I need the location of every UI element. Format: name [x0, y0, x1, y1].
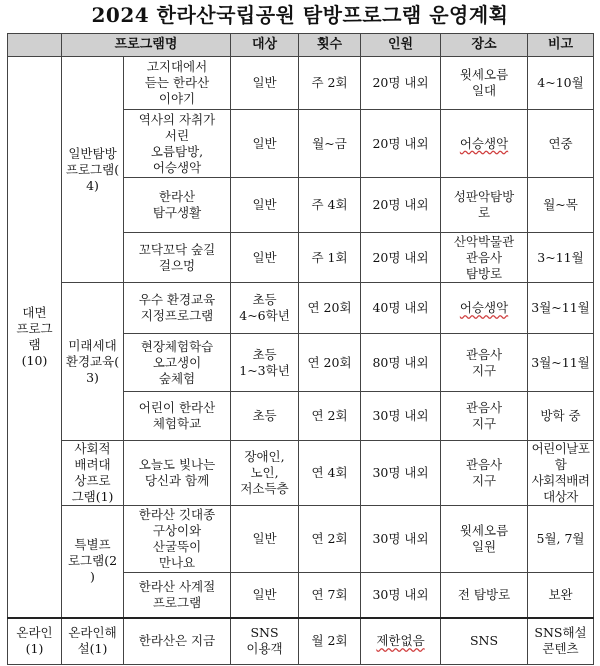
count-cell: 연 7회 — [299, 573, 361, 618]
target-cell: 초등 4~6학년 — [231, 283, 299, 334]
people-cell: 20명 내외 — [361, 110, 441, 178]
target-cell: 일반 — [231, 573, 299, 618]
program-name: 우수 환경교육 지정프로그램 — [124, 283, 231, 334]
program-name: 고지대에서 듣는 한라산 이야기 — [124, 57, 231, 110]
program-name: 한라산은 지금 — [124, 618, 231, 665]
target-cell: 일반 — [231, 233, 299, 283]
place-cell: 성판악탐방 로 — [441, 178, 528, 233]
people-cell: 30명 내외 — [361, 392, 441, 441]
count-cell: 주 4회 — [299, 178, 361, 233]
count-cell: 주 2회 — [299, 57, 361, 110]
count-cell: 연 20회 — [299, 283, 361, 334]
people-cell: 80명 내외 — [361, 334, 441, 392]
group-online: 온라인 (1) — [8, 618, 62, 665]
program-name: 꼬닥꼬닥 숲길 걸으멍 — [124, 233, 231, 283]
count-cell: 주 1회 — [299, 233, 361, 283]
table-row — [8, 618, 594, 665]
note-cell: 월~목 — [528, 178, 594, 233]
table-row — [8, 506, 594, 573]
program-name: 역사의 자취가 서린 오름탐방, 어승생악 — [124, 110, 231, 178]
note-cell: 4~10월 — [528, 57, 594, 110]
header-note: 비고 — [528, 34, 594, 57]
people-cell: 20명 내외 — [361, 178, 441, 233]
program-name: 오늘도 빛나는 당신과 함께 — [124, 441, 231, 506]
header-target: 대상 — [231, 34, 299, 57]
group-general-tour: 일반탐방 프로그램( 4) — [62, 57, 124, 283]
people-cell: 제한없음 — [361, 618, 441, 665]
target-cell: 일반 — [231, 178, 299, 233]
program-name: 한라산 사계절 프로그램 — [124, 573, 231, 618]
note-cell: 5월, 7월 — [528, 506, 594, 573]
people-cell: 20명 내외 — [361, 57, 441, 110]
table-row — [8, 57, 594, 110]
people-cell: 30명 내외 — [361, 506, 441, 573]
program-plan-table — [7, 33, 594, 665]
target-cell: 장애인, 노인, 저소득층 — [231, 441, 299, 506]
program-name: 한라산 깃대종 구상이와 산굴뚝이 만나요 — [124, 506, 231, 573]
count-cell: 월 2회 — [299, 618, 361, 665]
note-cell: 3월~11월 — [528, 283, 594, 334]
place-cell: 관음사 지구 — [441, 392, 528, 441]
group-social-care: 사회적 배려대 상프로 그램(1) — [62, 441, 124, 506]
place-cell: 윗세오름 일대 — [441, 57, 528, 110]
program-name: 어린이 한라산 체험학교 — [124, 392, 231, 441]
place-cell: 산악박물관 관음사 탐방로 — [441, 233, 528, 283]
header-blank — [8, 34, 62, 57]
people-cell: 30명 내외 — [361, 573, 441, 618]
table-row — [8, 441, 594, 506]
people-cell: 20명 내외 — [361, 233, 441, 283]
place-cell: 전 탐방로 — [441, 573, 528, 618]
table-row — [8, 283, 594, 334]
header-place: 장소 — [441, 34, 528, 57]
count-cell: 연 4회 — [299, 441, 361, 506]
note-cell: 3월~11월 — [528, 334, 594, 392]
header-people: 인원 — [361, 34, 441, 57]
target-cell: 초등 1~3학년 — [231, 334, 299, 392]
target-cell: 일반 — [231, 110, 299, 178]
people-cell: 30명 내외 — [361, 441, 441, 506]
note-cell: 방학 중 — [528, 392, 594, 441]
note-cell: 보완 — [528, 573, 594, 618]
note-cell: 연중 — [528, 110, 594, 178]
group-online-commentary: 온라인해 설(1) — [62, 618, 124, 665]
header-count: 횟수 — [299, 34, 361, 57]
place-cell: 어승생악 — [441, 283, 528, 334]
target-cell: 일반 — [231, 506, 299, 573]
place-cell: SNS — [441, 618, 528, 665]
page-title: 2024 한라산국립공원 탐방프로그램 운영계획 — [91, 3, 509, 27]
header-row — [8, 34, 594, 57]
target-cell: 초등 — [231, 392, 299, 441]
place-cell: 관음사 지구 — [441, 441, 528, 506]
count-cell: 연 20회 — [299, 334, 361, 392]
group-special: 특별프 로그램(2 ) — [62, 506, 124, 618]
note-cell: 어린이날포함 사회적배려 대상자 — [528, 441, 594, 506]
place-cell: 어승생악 — [441, 110, 528, 178]
target-cell: 일반 — [231, 57, 299, 110]
people-cell: 40명 내외 — [361, 283, 441, 334]
program-name: 한라산 탐구생활 — [124, 178, 231, 233]
count-cell: 월~금 — [299, 110, 361, 178]
note-cell: 3~11월 — [528, 233, 594, 283]
place-cell: 관음사 지구 — [441, 334, 528, 392]
count-cell: 연 2회 — [299, 392, 361, 441]
note-cell: SNS해설 콘텐츠 — [528, 618, 594, 665]
group-in-person: 대면 프로그 램 (10) — [8, 57, 62, 618]
group-future-education: 미래세대 환경교육( 3) — [62, 283, 124, 441]
target-cell: SNS 이용객 — [231, 618, 299, 665]
count-cell: 연 2회 — [299, 506, 361, 573]
place-cell: 윗세오름 일원 — [441, 506, 528, 573]
header-program-name: 프로그램명 — [62, 34, 231, 57]
program-name: 현장체험학습 오고생이 숲체험 — [124, 334, 231, 392]
